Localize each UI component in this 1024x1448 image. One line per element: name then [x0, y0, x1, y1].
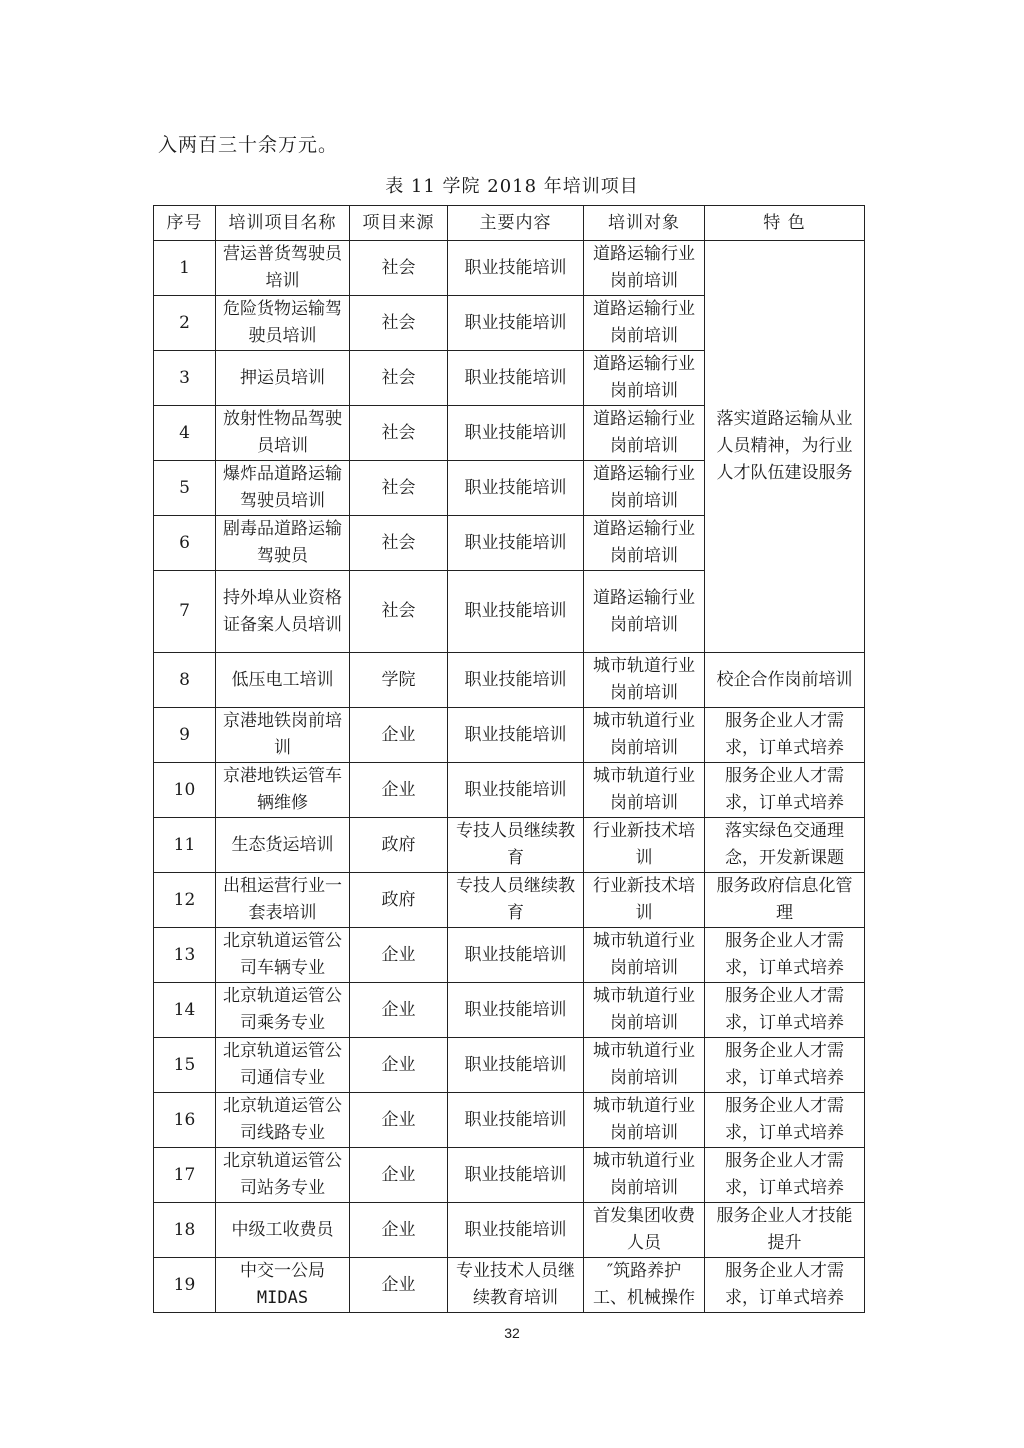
cell-content: 职业技能培训: [448, 406, 584, 461]
cell-feature: 服务企业人才需求，订单式培养: [705, 1038, 865, 1093]
cell-source: 社会: [350, 351, 448, 406]
cell-feature: 服务企业人才需求，订单式培养: [705, 983, 865, 1038]
cell-content: 职业技能培训: [448, 241, 584, 296]
header-feature: 特 色: [705, 206, 865, 241]
page-number: 32: [504, 1325, 520, 1341]
cell-source: 社会: [350, 241, 448, 296]
cell-content: 职业技能培训: [448, 461, 584, 516]
cell-name: 危险货物运输驾驶员培训: [216, 296, 350, 351]
cell-source: 社会: [350, 571, 448, 653]
table-row: [154, 928, 865, 983]
cell-target: 行业新技术培训: [584, 873, 705, 928]
table-row: [154, 1258, 865, 1313]
cell-source: 企业: [350, 1203, 448, 1258]
table-row: [154, 763, 865, 818]
cell-source: 企业: [350, 983, 448, 1038]
cell-name-line1: 中交一公局: [240, 1261, 325, 1281]
cell-name: 出租运营行业一套表培训: [216, 873, 350, 928]
cell-target: 道路运输行业岗前培训: [584, 241, 705, 296]
cell-feature: 服务企业人才需求，订单式培养: [705, 928, 865, 983]
table-row: [154, 1038, 865, 1093]
cell-no: 8: [154, 653, 216, 708]
header-name: 培训项目名称: [216, 206, 350, 241]
cell-source: 企业: [350, 1148, 448, 1203]
cell-target: 城市轨道行业岗前培训: [584, 1093, 705, 1148]
table-row: [154, 983, 865, 1038]
cell-content: 职业技能培训: [448, 1038, 584, 1093]
table-row: [154, 1148, 865, 1203]
cell-name: 北京轨道运管公司线路专业: [216, 1093, 350, 1148]
cell-name: 低压电工培训: [216, 653, 350, 708]
cell-content: 职业技能培训: [448, 516, 584, 571]
cell-name: 放射性物品驾驶员培训: [216, 406, 350, 461]
cell-content: 职业技能培训: [448, 296, 584, 351]
cell-content: 职业技能培训: [448, 351, 584, 406]
cell-target: 首发集团收费人员: [584, 1203, 705, 1258]
table-header-row: [154, 206, 865, 241]
cell-source: 企业: [350, 763, 448, 818]
cell-no: 15: [154, 1038, 216, 1093]
header-no: 序号: [154, 206, 216, 241]
cell-name: 生态货运培训: [216, 818, 350, 873]
cell-target: 道路运输行业岗前培训: [584, 571, 705, 653]
cell-source: 学院: [350, 653, 448, 708]
cell-name: 北京轨道运管公司乘务专业: [216, 983, 350, 1038]
cell-content: 职业技能培训: [448, 763, 584, 818]
cell-source: 企业: [350, 1038, 448, 1093]
cell-no: 7: [154, 571, 216, 653]
table-row: [154, 1203, 865, 1258]
cell-target: 城市轨道行业岗前培训: [584, 928, 705, 983]
table-row: [154, 873, 865, 928]
cell-no: 4: [154, 406, 216, 461]
cell-content: 职业技能培训: [448, 1203, 584, 1258]
cell-no: 16: [154, 1093, 216, 1148]
table-row: [154, 818, 865, 873]
cell-no: 11: [154, 818, 216, 873]
cell-no: 3: [154, 351, 216, 406]
cell-target: 道路运输行业岗前培训: [584, 461, 705, 516]
training-projects-table: [153, 205, 865, 1313]
cell-no: 5: [154, 461, 216, 516]
cell-feature-merged: 落实道路运输从业人员精神，为行业人才队伍建设服务: [705, 241, 865, 653]
cell-target: 城市轨道行业岗前培训: [584, 983, 705, 1038]
cell-target: 道路运输行业岗前培训: [584, 351, 705, 406]
cell-source: 社会: [350, 461, 448, 516]
cell-source: 政府: [350, 818, 448, 873]
cell-no: 14: [154, 983, 216, 1038]
cell-content: 职业技能培训: [448, 983, 584, 1038]
cell-content: 职业技能培训: [448, 571, 584, 653]
cell-source: 企业: [350, 1093, 448, 1148]
header-source: 项目来源: [350, 206, 448, 241]
table-caption: 表 11 学院 2018 年培训项目: [385, 176, 639, 197]
cell-target: 城市轨道行业岗前培训: [584, 653, 705, 708]
cell-no: 17: [154, 1148, 216, 1203]
cell-content: 专技人员继续教育: [448, 873, 584, 928]
table-row: [154, 653, 865, 708]
cell-no: 12: [154, 873, 216, 928]
cell-no: 6: [154, 516, 216, 571]
cell-target: 道路运输行业岗前培训: [584, 406, 705, 461]
cell-name-line2: MIDAS: [256, 1288, 309, 1308]
cell-no: 2: [154, 296, 216, 351]
cell-content: 职业技能培训: [448, 708, 584, 763]
cell-feature: 校企合作岗前培训: [705, 653, 865, 708]
cell-name: [216, 1258, 350, 1313]
cell-no: 1: [154, 241, 216, 296]
cell-source: 企业: [350, 928, 448, 983]
cell-content: 职业技能培训: [448, 653, 584, 708]
cell-feature: 服务企业人才需求，订单式培养: [705, 1258, 865, 1313]
cell-name: 京港地铁岗前培训: [216, 708, 350, 763]
cell-name: 持外埠从业资格证备案人员培训: [216, 571, 350, 653]
cell-content: 职业技能培训: [448, 928, 584, 983]
cell-target: 城市轨道行业岗前培训: [584, 763, 705, 818]
cell-feature: 服务政府信息化管理: [705, 873, 865, 928]
cell-source: 社会: [350, 516, 448, 571]
intro-paragraph: 入两百三十余万元。: [158, 134, 339, 156]
cell-name: 营运普货驾驶员培训: [216, 241, 350, 296]
cell-target: 城市轨道行业岗前培训: [584, 708, 705, 763]
table-row: [154, 241, 865, 296]
cell-source: 社会: [350, 296, 448, 351]
cell-feature: 服务企业人才需求，订单式培养: [705, 1093, 865, 1148]
table-row: [154, 708, 865, 763]
header-content: 主要内容: [448, 206, 584, 241]
cell-name: 剧毒品道路运输驾驶员: [216, 516, 350, 571]
table-row: [154, 1093, 865, 1148]
cell-name: 爆炸品道路运输驾驶员培训: [216, 461, 350, 516]
cell-name: 北京轨道运管公司站务专业: [216, 1148, 350, 1203]
cell-feature: 服务企业人才技能提升: [705, 1203, 865, 1258]
cell-name: 京港地铁运管车辆维修: [216, 763, 350, 818]
cell-target: 城市轨道行业岗前培训: [584, 1038, 705, 1093]
cell-no: 18: [154, 1203, 216, 1258]
cell-target: 城市轨道行业岗前培训: [584, 1148, 705, 1203]
cell-source: 政府: [350, 873, 448, 928]
cell-name: 押运员培训: [216, 351, 350, 406]
header-target: 培训对象: [584, 206, 705, 241]
cell-content: 专技人员继续教育: [448, 818, 584, 873]
cell-feature: 服务企业人才需求，订单式培养: [705, 1148, 865, 1203]
cell-source: 企业: [350, 1258, 448, 1313]
cell-name: 北京轨道运管公司车辆专业: [216, 928, 350, 983]
cell-target: 道路运输行业岗前培训: [584, 516, 705, 571]
cell-content: 职业技能培训: [448, 1093, 584, 1148]
cell-no: 19: [154, 1258, 216, 1313]
cell-source: 社会: [350, 406, 448, 461]
cell-target: 行业新技术培训: [584, 818, 705, 873]
cell-name: 中级工收费员: [216, 1203, 350, 1258]
cell-content: 职业技能培训: [448, 1148, 584, 1203]
cell-name: 北京轨道运管公司通信专业: [216, 1038, 350, 1093]
cell-target: ″筑路养护工、机械操作: [584, 1258, 705, 1313]
cell-no: 13: [154, 928, 216, 983]
cell-target: 道路运输行业岗前培训: [584, 296, 705, 351]
cell-no: 9: [154, 708, 216, 763]
cell-feature: 服务企业人才需求，订单式培养: [705, 708, 865, 763]
cell-source: 企业: [350, 708, 448, 763]
cell-feature: 服务企业人才需求，订单式培养: [705, 763, 865, 818]
cell-content: 专业技术人员继续教育培训: [448, 1258, 584, 1313]
cell-no: 10: [154, 763, 216, 818]
cell-feature: 落实绿色交通理念，开发新课题: [705, 818, 865, 873]
